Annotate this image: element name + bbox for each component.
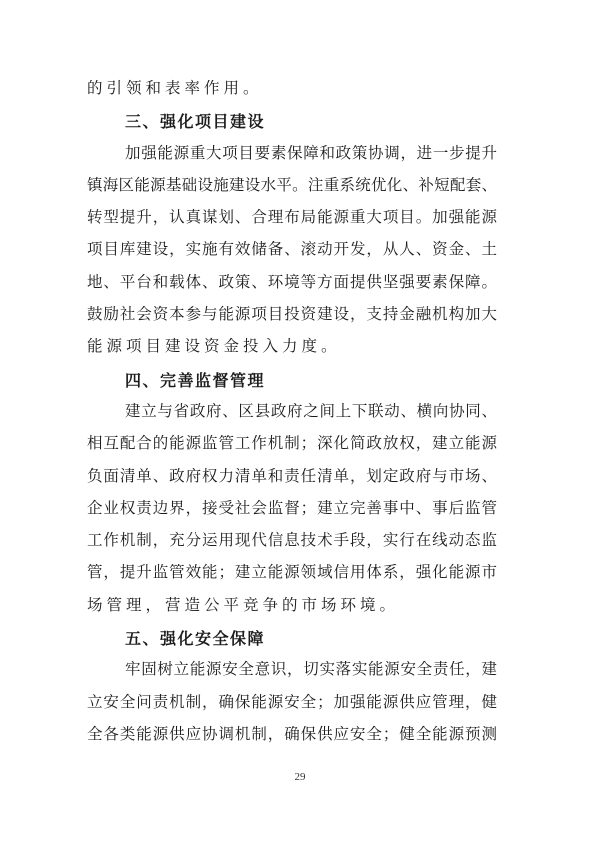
- section-heading: 五、强化安全保障: [125, 631, 266, 649]
- section-heading: 三、强化项目建设: [125, 114, 266, 132]
- body-text-line: 负面清单、政府权力清单和责任清单，划定政府与市场、: [87, 467, 497, 485]
- section-heading: 四、完善监督管理: [125, 372, 266, 390]
- body-text-line: 镇海区能源基础设施建设水平。注重系统优化、补短配套、: [87, 176, 497, 194]
- body-text-line: 企业权责边界，接受社会监督；建立完善事中、事后监管: [87, 499, 497, 517]
- body-text-line: 立安全问责机制，确保能源安全；加强能源供应管理，健: [87, 693, 497, 711]
- body-text-line: 场管理，营造公平竞争的市场环境。: [87, 596, 400, 614]
- body-text-line: 项目库建设，实施有效储备、滚动开发，从人、资金、土: [87, 241, 497, 259]
- body-text-line: 建立与省政府、区县政府之间上下联动、横向协同、: [125, 402, 497, 420]
- body-text-line: 能源项目建设资金投入力度。: [87, 338, 341, 356]
- body-text-line: 全各类能源供应协调机制，确保供应安全；健全能源预测: [87, 725, 497, 743]
- body-text-line: 牢固树立能源安全意识，切实落实能源安全责任，建: [125, 661, 497, 679]
- body-text-line: 工作机制，充分运用现代信息技术手段，实行在线动态监: [87, 532, 497, 550]
- body-text-line: 相互配合的能源监管工作机制；深化简政放权，建立能源: [87, 435, 497, 453]
- body-text-line: 转型提升，认真谋划、合理布局能源重大项目。加强能源: [87, 209, 497, 227]
- page-number: 29: [294, 771, 306, 783]
- body-text-line: 管，提升监管效能；建立能源领域信用体系，强化能源市: [87, 564, 497, 582]
- text-column: [87, 73, 497, 751]
- body-text-line: 的引领和表率作用。: [87, 80, 263, 97]
- body-text-line: 加强能源重大项目要素保障和政策协调，进一步提升: [125, 144, 497, 162]
- body-text-line: 地、平台和载体、政策、环境等方面提供坚强要素保障。: [87, 273, 497, 291]
- body-text-line: 鼓励社会资本参与能源项目投资建设，支持金融机构加大: [87, 306, 497, 324]
